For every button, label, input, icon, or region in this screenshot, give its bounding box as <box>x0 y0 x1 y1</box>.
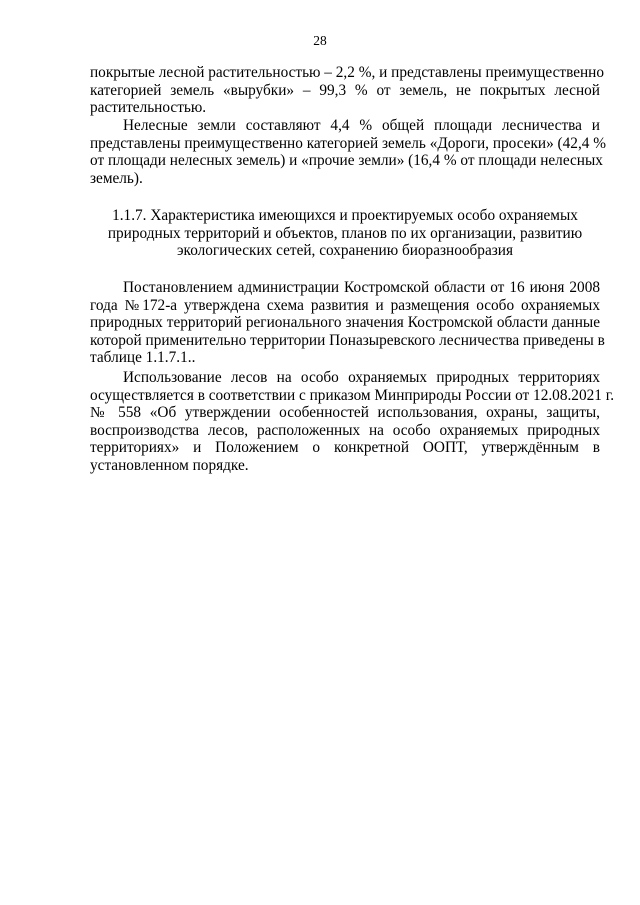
paragraph-forest-use-protected-areas <box>90 369 615 474</box>
section-heading <box>90 207 600 260</box>
heading-line: экологических сетей, сохранению биоразнообразия <box>176 242 514 259</box>
text-line: воспроизводства лесов, расположенных на особо охраняемых природных <box>90 421 600 439</box>
text-line: природных территорий регионального значения Костромской области данные <box>90 314 600 331</box>
text-line: которой применительно территории Поназыревского лесничества приведены в <box>90 331 605 349</box>
heading-line: природных территорий и объектов, планов по их организации, развитию <box>107 224 583 242</box>
paragraph-non-forest-lands <box>90 117 606 187</box>
text-line: растительностью. <box>90 99 207 116</box>
text-line: категорией земель «вырубки» – 99,3 % от земель, не покрытых лесной <box>90 81 600 99</box>
heading-line: 1.1.7. Характеристика имеющихся и проектируемых особо охраняемых <box>112 207 578 224</box>
text-line: земель). <box>90 169 143 187</box>
page-number: 28 <box>313 33 327 48</box>
text-line: представлены преимущественно категорией земель «Дороги, просеки» (42,4 % <box>90 134 606 152</box>
text-line: осуществляется в соответствии с приказом Минприроды России от 12.08.2021 г. <box>90 386 615 404</box>
text-line: года №172-а утверждена схема развития и размещения особо охраняемых <box>90 296 600 314</box>
text-line: Нелесные земли составляют 4,4 % общей площади лесничества и <box>123 117 600 134</box>
text-line: Использование лесов на особо охраняемых природных территориях <box>123 369 600 386</box>
text-line: таблице 1.1.7.1.. <box>90 349 196 366</box>
paragraph-resolution <box>90 279 605 367</box>
text-line: от площади нелесных земель) и «прочие земли» (16,4 % от площади нелесных <box>90 152 603 169</box>
text-line: установленном порядке. <box>90 456 249 474</box>
text-line: территориях» и Положением о конкретной ООПТ, утверждённым в <box>90 439 600 456</box>
text-line: покрытые лесной растительностью – 2,2 %, и представлены преимущественно <box>90 64 605 81</box>
paragraph-forest-cover-continued <box>90 64 605 117</box>
text-line: Постановлением администрации Костромской области от 16 июня 2008 <box>123 279 600 296</box>
text-line: № 558 «Об утверждении особенностей использования, охраны, защиты, <box>90 404 600 421</box>
